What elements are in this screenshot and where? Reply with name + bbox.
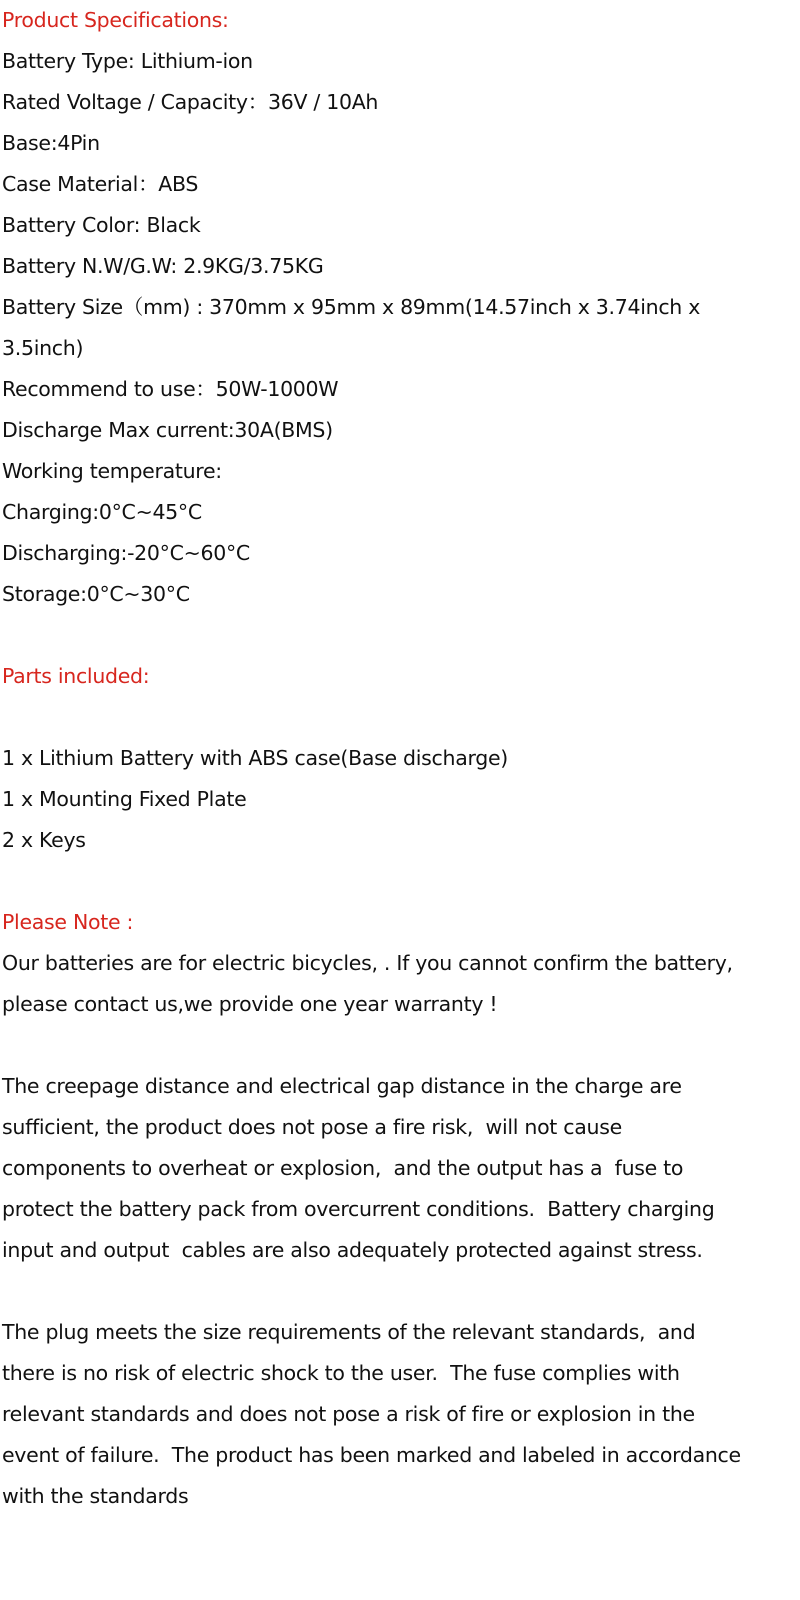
- spec-charging-temp: Charging:0°C~45°C: [2, 500, 202, 524]
- note-heading: Please Note :: [2, 910, 134, 934]
- spec-discharging-temp: Discharging:-20°C~60°C: [2, 541, 250, 565]
- note-paragraph-3-line: there is no risk of electric shock to the user. The fuse complies with: [2, 1361, 680, 1385]
- paragraph-spacer: [2, 1271, 800, 1312]
- spec-weight: Battery N.W/G.W: 2.9KG/3.75KG: [2, 254, 324, 278]
- part-item: 1 x Lithium Battery with ABS case(Base discharge): [2, 746, 508, 770]
- spec-battery-size: Battery Size（mm) : 370mm x 95mm x 89mm(14.57inch x 3.74inch x: [2, 295, 701, 319]
- spec-battery-size-cont: 3.5inch): [2, 336, 84, 360]
- note-paragraph-2-line: input and output cables are also adequately protected against stress.: [2, 1238, 703, 1262]
- spec-voltage-capacity: Rated Voltage / Capacity：36V / 10Ah: [2, 90, 379, 114]
- spec-discharge-current: Discharge Max current:30A(BMS): [2, 418, 333, 442]
- note-paragraph-3-line: event of failure. The product has been marked and labeled in accordance: [2, 1443, 741, 1467]
- spec-working-temperature: Working temperature:: [2, 459, 222, 483]
- spec-battery-type: Battery Type: Lithium-ion: [2, 49, 253, 73]
- specifications-heading: Product Specifications:: [2, 8, 229, 32]
- note-paragraph-3-line: with the standards: [2, 1484, 189, 1508]
- note-paragraph-3-line: The plug meets the size requirements of the relevant standards, and: [2, 1320, 696, 1344]
- part-item: 1 x Mounting Fixed Plate: [2, 787, 247, 811]
- spec-storage-temp: Storage:0°C~30°C: [2, 582, 190, 606]
- note-paragraph-2-line: components to overheat or explosion, and the output has a fuse to: [2, 1156, 684, 1180]
- spec-base: Base:4Pin: [2, 131, 100, 155]
- spec-case-material: Case Material：ABS: [2, 172, 199, 196]
- section-spacer: [2, 615, 800, 656]
- section-spacer: [2, 861, 800, 902]
- note-paragraph-2-line: protect the battery pack from overcurrent conditions. Battery charging: [2, 1197, 715, 1221]
- paragraph-spacer: [2, 1025, 800, 1066]
- spec-battery-color: Battery Color: Black: [2, 213, 201, 237]
- parts-heading: Parts included:: [2, 664, 150, 688]
- note-paragraph-2-line: sufficient, the product does not pose a fire risk, will not cause: [2, 1115, 622, 1139]
- note-paragraph-1-line: please contact us,we provide one year warranty !: [2, 992, 498, 1016]
- note-paragraph-3-line: relevant standards and does not pose a risk of fire or explosion in the: [2, 1402, 695, 1426]
- note-paragraph-1-line: Our batteries are for electric bicycles, . If you cannot confirm the battery,: [2, 951, 733, 975]
- spec-recommend-use: Recommend to use：50W-1000W: [2, 377, 339, 401]
- note-paragraph-2-line: The creepage distance and electrical gap distance in the charge are: [2, 1074, 682, 1098]
- part-item: 2 x Keys: [2, 828, 86, 852]
- section-spacer: [2, 697, 800, 738]
